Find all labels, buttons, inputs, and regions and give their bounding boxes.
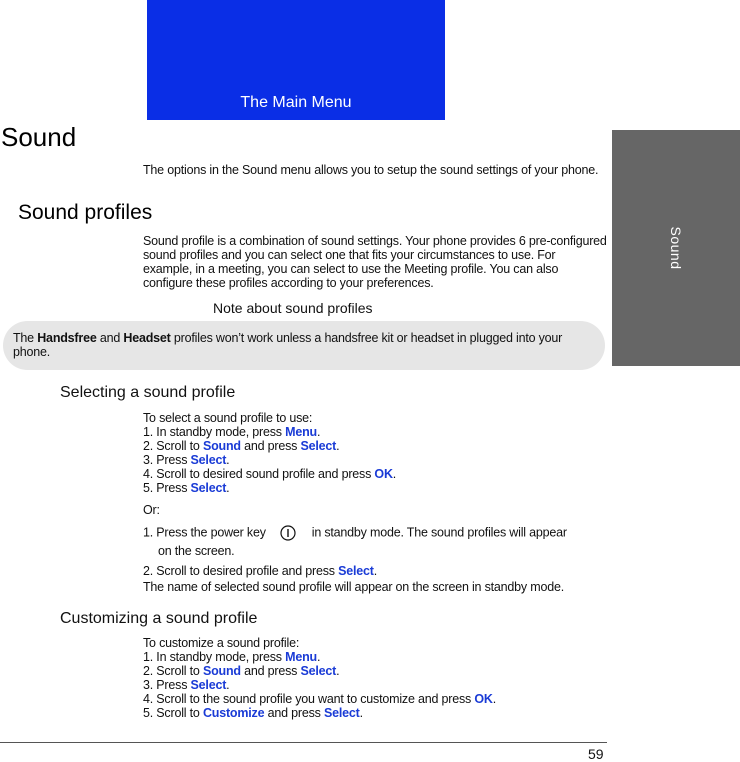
chapter-tab-label: Sound bbox=[668, 226, 684, 270]
select-lead: To select a sound profile to use: bbox=[143, 411, 313, 425]
customize-step-3: 3. Press Select. bbox=[143, 678, 230, 692]
keyword: Select bbox=[324, 706, 360, 720]
keyword: OK bbox=[374, 467, 393, 481]
select-profile-title: Selecting a sound profile bbox=[60, 384, 236, 401]
note-text bbox=[13, 331, 593, 359]
customize-step-5: 5. Scroll to Customize and press Select. bbox=[143, 706, 363, 720]
keyword: OK bbox=[474, 692, 493, 706]
note-headset: Headset bbox=[123, 331, 171, 345]
footer-divider bbox=[0, 742, 607, 743]
select-profile-steps bbox=[143, 411, 607, 495]
section-intro: The options in the Sound menu allows you to setup the sound settings of your phone. bbox=[143, 163, 599, 177]
select-step-4: 4. Scroll to desired sound profile and press OK. bbox=[143, 467, 397, 481]
alt-step-1-cont: on the screen. bbox=[158, 544, 235, 558]
alt-step-1: 1. Press the power key in standby mode. The sound profiles will appear bbox=[143, 525, 567, 540]
alt-step-2: 2. Scroll to desired profile and press Select. bbox=[143, 564, 378, 578]
subsection-title: Sound profiles bbox=[18, 201, 153, 224]
keyword: Sound bbox=[202, 664, 241, 678]
customize-title: Customizing a sound profile bbox=[60, 610, 258, 627]
note-title: Note about sound profiles bbox=[213, 300, 373, 316]
keyword: Select bbox=[190, 453, 227, 467]
header-banner bbox=[147, 0, 445, 120]
or-label: Or: bbox=[143, 503, 160, 517]
note-box bbox=[3, 321, 605, 370]
power-key-icon bbox=[280, 525, 296, 541]
profiles-description: Sound profile is a combination of sound settings. Your phone provides 6 pre-configured sound profiles and you can select one that fits your circumstances to use. For example, in a meeting, you can select to use the Meeting profile. You can also configure these profiles according to your preferences. bbox=[143, 234, 607, 290]
keyword: Select bbox=[300, 439, 337, 453]
select-step-2: 2. Scroll to Sound and press Select. bbox=[143, 439, 340, 453]
keyword: Menu bbox=[285, 425, 317, 439]
note-prefix: The bbox=[13, 331, 34, 345]
select-step-1: 1. In standby mode, press Menu. bbox=[143, 425, 321, 439]
keyword: Select bbox=[190, 481, 227, 495]
customize-step-2: 2. Scroll to Sound and press Select. bbox=[143, 664, 340, 678]
note-and: and bbox=[99, 331, 121, 345]
keyword: Customize bbox=[202, 706, 265, 720]
keyword: Select bbox=[190, 678, 227, 692]
customize-step-4: 4. Scroll to the sound profile you want to customize and press OK. bbox=[143, 692, 496, 706]
keyword: Sound bbox=[202, 439, 241, 453]
note-handsfree: Handsfree bbox=[37, 331, 97, 345]
select-closing: The name of selected sound profile will appear on the screen in standby mode. bbox=[143, 580, 564, 594]
select-step-3: 3. Press Select. bbox=[143, 453, 230, 467]
section-title: Sound bbox=[1, 122, 77, 152]
header-title: The Main Menu bbox=[240, 94, 352, 111]
page-number: 59 bbox=[588, 746, 604, 762]
customize-step-1: 1. In standby mode, press Menu. bbox=[143, 650, 321, 664]
keyword: Menu bbox=[285, 650, 317, 664]
customize-lead: To customize a sound profile: bbox=[143, 636, 300, 650]
keyword: Select bbox=[300, 664, 337, 678]
chapter-tab bbox=[612, 130, 740, 366]
note-rest: profiles won’t work unless a handsfree kit or headset in plugged into your phone. bbox=[13, 331, 563, 359]
customize-steps bbox=[143, 636, 607, 720]
select-step-5: 5. Press Select. bbox=[143, 481, 230, 495]
keyword: Select bbox=[338, 564, 374, 578]
